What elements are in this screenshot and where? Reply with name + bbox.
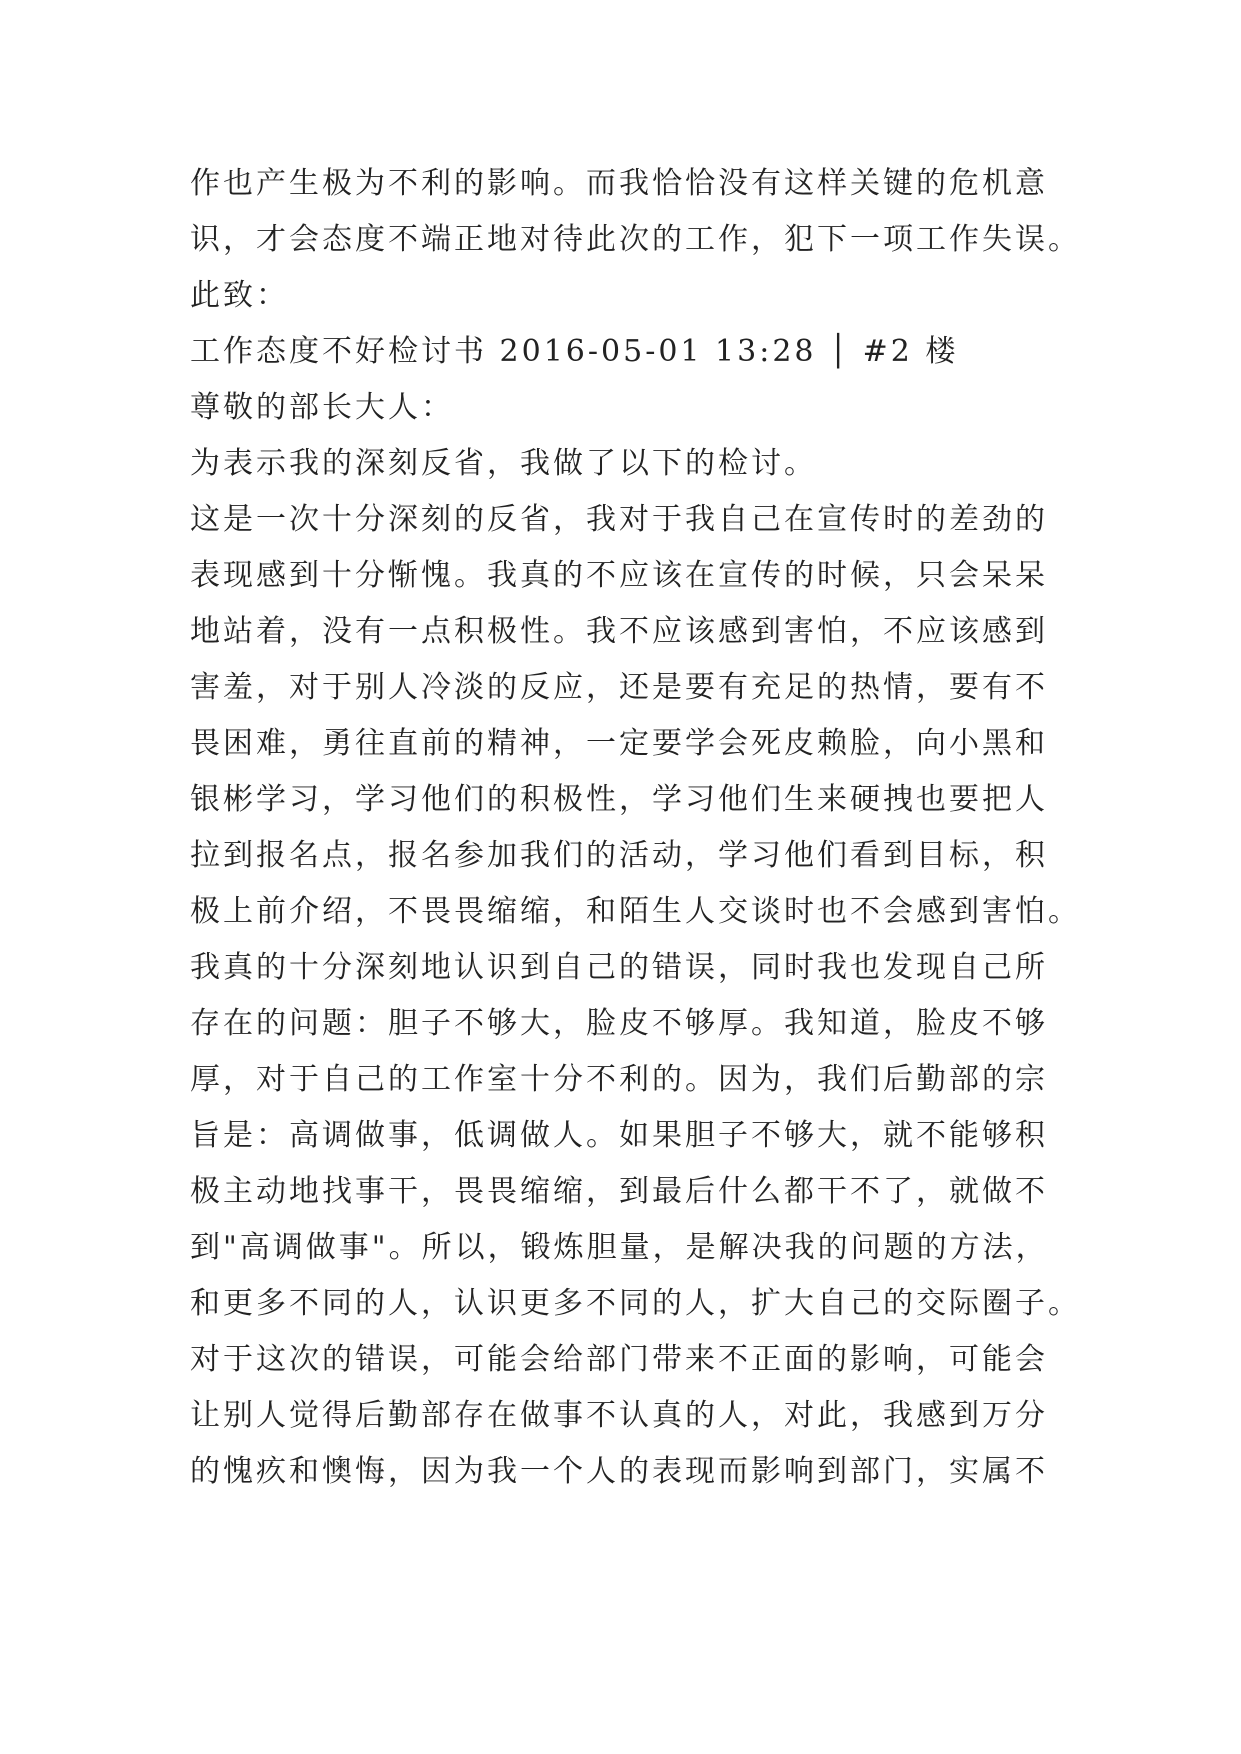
document-body [190, 156, 1081, 1500]
text-line: 让别人觉得后勤部存在做事不认真的人，对此，我感到万分 [190, 1398, 1048, 1433]
text-line: 此致： [190, 278, 289, 313]
text-line: 拉到报名点，报名参加我们的活动，学习他们看到目标，积 [190, 838, 1048, 873]
text-line: 和更多不同的人，认识更多不同的人，扩大自己的交际圈子。 [190, 1286, 1081, 1321]
text-line: 极上前介绍，不畏畏缩缩，和陌生人交谈时也不会感到害怕。 [190, 894, 1081, 929]
text-line: 地站着，没有一点积极性。我不应该感到害怕，不应该感到 [190, 614, 1048, 649]
salutation-line: 尊敬的部长大人： [190, 390, 454, 425]
text-line: 害羞，对于别人冷淡的反应，还是要有充足的热情，要有不 [190, 670, 1048, 705]
text-line: 银彬学习，学习他们的积极性，学习他们生来硬拽也要把人 [190, 782, 1048, 817]
text-line: 作也产生极为不利的影响。而我恰恰没有这样关键的危机意 [190, 166, 1048, 201]
text-line: 的愧疚和懊悔，因为我一个人的表现而影响到部门，实属不 [190, 1454, 1048, 1489]
text-line: 表现感到十分惭愧。我真的不应该在宣传的时候，只会呆呆 [190, 558, 1048, 593]
text-line: 到"高调做事"。所以，锻炼胆量，是解决我的问题的方法， [190, 1230, 1049, 1265]
text-line: 对于这次的错误，可能会给部门带来不正面的影响，可能会 [190, 1342, 1048, 1377]
text-line: 这是一次十分深刻的反省，我对于我自己在宣传时的差劲的 [190, 502, 1048, 537]
text-line: 识，才会态度不端正地对待此次的工作，犯下一项工作失误。 [190, 222, 1081, 257]
text-line: 为表示我的深刻反省，我做了以下的检讨。 [190, 446, 817, 481]
post-header-line: 工作态度不好检讨书 2016-05-01 13:28 │ #2 楼 [190, 334, 959, 369]
text-line: 极主动地找事干，畏畏缩缩，到最后什么都干不了，就做不 [190, 1174, 1048, 1209]
text-line: 畏困难，勇往直前的精神，一定要学会死皮赖脸，向小黑和 [190, 726, 1048, 761]
text-line: 存在的问题：胆子不够大，脸皮不够厚。我知道，脸皮不够 [190, 1006, 1048, 1041]
text-line: 旨是：高调做事，低调做人。如果胆子不够大，就不能够积 [190, 1118, 1048, 1153]
text-line: 厚，对于自己的工作室十分不利的。因为，我们后勤部的宗 [190, 1062, 1048, 1097]
text-line: 我真的十分深刻地认识到自己的错误，同时我也发现自己所 [190, 950, 1048, 985]
